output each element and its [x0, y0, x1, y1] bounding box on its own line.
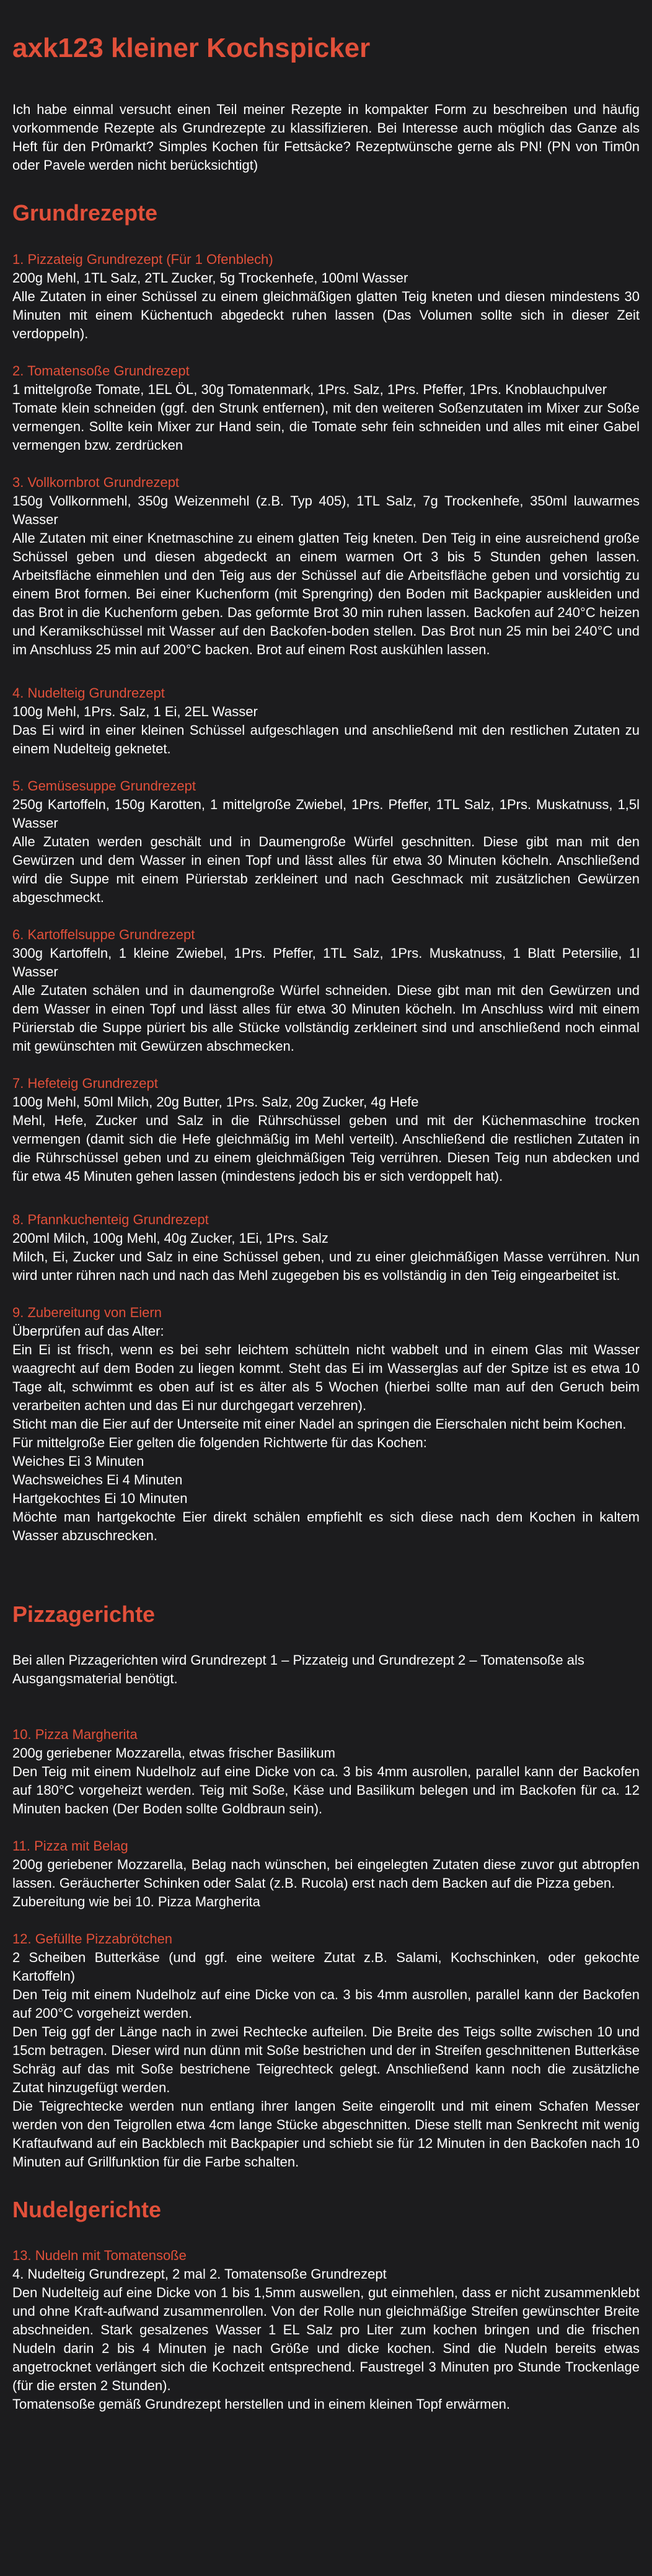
recipe-ingredients: 100g Mehl, 50ml Milch, 20g Butter, 1Prs. Salz, 20g Zucker, 4g Hefe: [12, 1093, 419, 1110]
recipe-instructions: [12, 399, 640, 455]
recipe-step: Alle Zutaten in einer Schüssel zu einem gleichmäßigen glatten Teig kneten und diesen mindestens 30 Minuten mit einem Küchentuch abgedeckt ruhen lassen (Das Volumen sollte sich in dieser Zeit verdoppeln).: [12, 288, 640, 341]
recipe-title: 5. Gemüsesuppe Grundrezept: [12, 778, 196, 794]
recipe-step: Milch, Ei, Zucker und Salz in eine Schüssel geben, und zu einer gleichmäßigen Masse verrühren. Nun wird unter rühren nach und nach das Mehl zugegeben bis es vollständig in den Teig eingearbeitet ist.: [12, 1248, 640, 1283]
recipe-step: Alle Zutaten werden geschält und in Daumengroße Würfel geschnitten. Diese gibt man mit den Gewürzen und dem Wasser in einen Topf und lässt alles für etwa 30 Minuten köcheln. Anschließend wird die Suppe mit einem Pürierstab zerkleinert und nach Geschmack mit zusätzlichen Gewürzen abgeschmeckt.: [12, 833, 640, 905]
section-title-grundrezepte: Grundrezepte: [12, 200, 158, 226]
recipe-step: Alle Zutaten mit einer Knetmaschine zu einem glatten Teig kneten. Den Teig in eine ausreichend große Schüssel geben und diesen abgedeckt an einem warmen Ort 3 bis 5 Stunden gehen lassen. Arbeitsfläche einmehlen und den Teig aus der Schüssel auf die Arbeitsfläche geben und vorsichtig zu einem Brot formen. Bei einer Kuchenform (mit Sprengring) den Boden mit Backpapier auskleiden und das Brot in die Kuchenform geben. Das geformte Brot 30 min ruhen lassen. Backofen auf 240°C heizen und Keramikschüssel mit Wasser auf den Backofen-boden stellen. Das Brot nun 25 min bei 240°C und im Anschluss 25 min auf 200°C backen. Brot auf einem Rost auskühlen lassen.: [12, 530, 640, 657]
recipe-instructions: [12, 721, 640, 758]
recipe-instructions: [12, 529, 640, 659]
recipe-instructions: [12, 833, 640, 907]
recipe-instructions: [12, 1111, 640, 1186]
recipe-block: [12, 1074, 640, 1186]
recipe-ingredients: Überprüfen auf das Alter:: [12, 1323, 164, 1339]
recipe-step: Hartgekochtes Ei 10 Minuten: [12, 1490, 188, 1506]
recipe-instructions: [12, 981, 640, 1056]
recipe-ingredients: 200ml Milch, 100g Mehl, 40g Zucker, 1Ei, 1Prs. Salz: [12, 1230, 328, 1246]
recipe-ingredients: 300g Kartoffeln, 1 kleine Zwiebel, 1Prs. Pfeffer, 1TL Salz, 1Prs. Muskatnuss, 1 Blatt Petersilie, 1l Wasser: [12, 945, 640, 979]
recipe-step: Tomatensoße gemäß Grundrezept herstellen und in einem kleinen Topf erwärmen.: [12, 2396, 511, 2412]
recipe-step: Wachsweiches Ei 4 Minuten: [12, 1471, 183, 1487]
recipe-block: [12, 1725, 640, 1818]
recipe-instructions: [12, 1986, 640, 2171]
recipe-instructions: [12, 1248, 640, 1285]
recipe-ingredients: 250g Kartoffeln, 150g Karotten, 1 mittelgroße Zwiebel, 1Prs. Pfeffer, 1TL Salz, 1Prs. Muskatnuss, 1,5l Wasser: [12, 796, 640, 831]
recipe-block: [12, 362, 640, 455]
recipe-step: Den Nudelteig auf eine Dicke von 1 bis 1,5mm auswellen, gut einmehlen, dass er nicht zusammenklebt und ohne Kraft-aufwand zusammenrollen. Von der Rolle nun gleichmäßige Streifen gewünschter Breite abschneiden. Stark gesalzenes Wasser 1 EL Salz pro Liter zum kochen bringen und die frischen Nudeln darin 2 bis 4 Minuten je nach Größe und dicke kochen. Sind die Nudeln bereits etwas angetrocknet verlängert sich die Kochzeit entsprechend. Faustregel 3 Minuten pro Stunde Trockenlage (für die ersten 2 Stunden).: [12, 2284, 640, 2393]
recipe-ingredients: 200g geriebener Mozzarella, Belag nach wünschen, bei eingelegten Zutaten diese zuvor gut abtropfen lassen. Geräucherter Schinken oder Salat (z.B. Rucola) erst nach dem Backen auf die Pizza geben.: [12, 1856, 640, 1891]
recipe-block: [12, 1211, 640, 1285]
recipe-title: 8. Pfannkuchenteig Grundrezept: [12, 1211, 209, 1227]
recipe-title: 3. Vollkornbrot Grundrezept: [12, 474, 180, 490]
recipe-title: 13. Nudeln mit Tomatensoße: [12, 2247, 187, 2263]
section-intro-pizzagerichte: Bei allen Pizzagerichten wird Grundrezept 1 – Pizzateig und Grundrezept 2 – Tomatensoße als Ausgangsmaterial benötigt.: [12, 1652, 584, 1686]
recipe-title: 12. Gefüllte Pizzabrötchen: [12, 1930, 173, 1947]
recipe-ingredients: 100g Mehl, 1Prs. Salz, 1 Ei, 2EL Wasser: [12, 703, 258, 719]
recipe-instructions: [12, 2284, 640, 2414]
section-title-pizzagerichte: Pizzagerichte: [12, 1601, 156, 1627]
recipe-step: Sticht man die Eier auf der Unterseite mit einer Nadel an springen die Eierschalen nicht beim Kochen.: [12, 1416, 627, 1432]
recipe-title: 4. Nudelteig Grundrezept: [12, 685, 165, 701]
recipe-title: 10. Pizza Margherita: [12, 1726, 138, 1742]
recipe-title: 6. Kartoffelsuppe Grundrezept: [12, 926, 195, 942]
recipe-title: 1. Pizzateig Grundrezept (Für 1 Ofenblech): [12, 251, 273, 267]
recipe-list-grundrezepte: [12, 250, 640, 1545]
recipe-instructions: [12, 1893, 640, 1911]
recipe-ingredients: 4. Nudelteig Grundrezept, 2 mal 2. Tomatensoße Grundrezept: [12, 2266, 387, 2282]
recipe-step: Den Teig mit einem Nudelholz auf eine Dicke von ca. 3 bis 4mm ausrollen, parallel kann der Backofen auf 180°C vorgeheizt werden. Teig mit Soße, Käse und Basilikum belegen und im Backofen für ca. 12 Minuten backen (Der Boden sollte Goldbraun sein).: [12, 1763, 640, 1816]
recipe-step: Möchte man hartgekochte Eier direkt schälen empfiehlt es sich diese nach dem Kochen in kaltem Wasser abzuschrecken.: [12, 1509, 640, 1543]
recipe-block: [12, 926, 640, 1056]
recipe-ingredients: 200g Mehl, 1TL Salz, 2TL Zucker, 5g Trockenhefe, 100ml Wasser: [12, 269, 408, 286]
recipe-block: [12, 1837, 640, 1911]
recipe-ingredients: 1 mittelgroße Tomate, 1EL ÖL, 30g Tomatenmark, 1Prs. Salz, 1Prs. Pfeffer, 1Prs. Knoblauchpulver: [12, 381, 607, 397]
recipe-title: 2. Tomatensoße Grundrezept: [12, 362, 190, 379]
recipe-block: [12, 250, 640, 343]
recipe-ingredients: 2 Scheiben Butterkäse (und ggf. eine weitere Zutat z.B. Salami, Kochschinken, oder gekochte Kartoffeln): [12, 1949, 640, 1984]
recipe-step: Alle Zutaten schälen und in daumengroße Würfel schneiden. Diese gibt man mit den Gewürzen und dem Wasser in einen Topf und lässt alles für etwa 30 Minuten köcheln. Im Anschluss wird mit einem Pürierstab die Suppe püriert bis alle Stücke vollständig zerkleinert sind und anschließend noch einmal mit gewünschten mit Gewürzen abschmecken.: [12, 982, 640, 1054]
recipe-title: 9. Zubereitung von Eiern: [12, 1304, 162, 1320]
recipe-instructions: [12, 1763, 640, 1818]
recipe-block: [12, 684, 640, 758]
recipe-step: Mehl, Hefe, Zucker und Salz in die Rührschüssel geben und mit der Küchenmaschine trocken vermengen (damit sich die Hefe gleichmäßig im Mehl verteilt). Anschließend die restlichen Zutaten in die Rührschüssel geben und zu einem gleichmäßigen Teig verrühren. Diesen Teig nun abdecken und für etwa 45 Minuten gehen lassen (mindestens jedoch bis er sich verdoppelt hat).: [12, 1112, 640, 1184]
recipe-instructions: [12, 1341, 640, 1545]
recipe-step: Den Teig mit einem Nudelholz auf eine Dicke von ca. 3 bis 4mm ausrollen, parallel kann der Backofen auf 200°C vorgeheizt werden.: [12, 1986, 640, 2021]
recipe-title: 7. Hefeteig Grundrezept: [12, 1075, 158, 1091]
recipe-block: [12, 1930, 640, 2171]
recipe-title: 11. Pizza mit Belag: [12, 1838, 128, 1854]
recipe-block: [12, 1303, 640, 1545]
recipe-ingredients: 150g Vollkornmehl, 350g Weizenmehl (z.B. Typ 405), 1TL Salz, 7g Trockenhefe, 350ml lauwarmes Wasser: [12, 493, 640, 527]
recipe-step: Weiches Ei 3 Minuten: [12, 1453, 144, 1469]
page-title: axk123 kleiner Kochspicker: [12, 33, 371, 63]
recipe-step: Die Teigrechtecke werden nun entlang ihrer langen Seite eingerollt und mit einem Schafen Messer werden von den Teigrollen etwa 4cm lange Stücke abgeschnitten. Diese stellt man Senkrecht mit wenig Kraftaufwand auf ein Backblech mit Backpapier und schiebt sie für 12 Minuten in den Backofen nach 10 Minuten auf Grillfunktion für die Farbe schalten.: [12, 2098, 640, 2170]
recipe-block: [12, 473, 640, 659]
intro-text: Ich habe einmal versucht einen Teil meiner Rezepte in kompakter Form zu beschreiben und häufig vorkommende Rezepte als Grundrezepte zu klassifizieren. Bei Interesse auch möglich das Ganze als Heft für den Pr0markt? Simples Kochen für Fettsäcke? Rezeptwünsche gerne als PN! (PN von Tim0n oder Pavele werden nicht berücksichtigt): [12, 102, 640, 173]
recipe-instructions: [12, 287, 640, 343]
recipe-ingredients: 200g geriebener Mozzarella, etwas frischer Basilikum: [12, 1745, 335, 1761]
recipe-list-nudelgerichte: [12, 2246, 640, 2414]
section-title-nudelgerichte: Nudelgerichte: [12, 2196, 162, 2222]
recipe-list-pizzagerichte: [12, 1725, 640, 2171]
recipe-block: [12, 777, 640, 907]
recipe-step: Zubereitung wie bei 10. Pizza Margherita: [12, 1893, 260, 1909]
recipe-step: Ein Ei ist frisch, wenn es bei sehr leichtem schütteln nicht wabbelt und in einem Glas mit Wasser waagrecht auf dem Boden zu liegen kommt. Steht das Ei im Wasserglas auf der Spitze ist es etwa 10 Tage alt, schwimmt es oben auf ist es älter als 5 Wochen (hierbei sollte man auf den Geruch beim verarbeiten achten und das Ei nur durchgegart verzehren).: [12, 1341, 640, 1413]
recipe-step: Tomate klein schneiden (ggf. den Strunk entfernen), mit den weiteren Soßenzutaten im Mixer zur Soße vermengen. Sollte kein Mixer zur Hand sein, die Tomate sehr fein schneiden und alles mit einer Gabel vermengen bzw. zerdrücken: [12, 400, 640, 453]
recipe-step: Das Ei wird in einer kleinen Schüssel aufgeschlagen und anschließend mit den restlichen Zutaten zu einem Nudelteig geknetet.: [12, 722, 640, 756]
recipe-block: [12, 2246, 640, 2414]
recipe-step: Den Teig ggf der Länge nach in zwei Rechtecke aufteilen. Die Breite des Teigs sollte zwischen 10 und 15cm betragen. Dieser wird nun dünn mit Soße bestrichen und der in Streifen geschnittenen Butterkäse Schräg auf das mit Soße bestrichene Teigrechteck gelegt. Anschließend kann noch die zusätzliche Zutat hinzugefügt werden.: [12, 2023, 640, 2095]
recipe-step: Für mittelgroße Eier gelten die folgenden Richtwerte für das Kochen:: [12, 1434, 427, 1450]
